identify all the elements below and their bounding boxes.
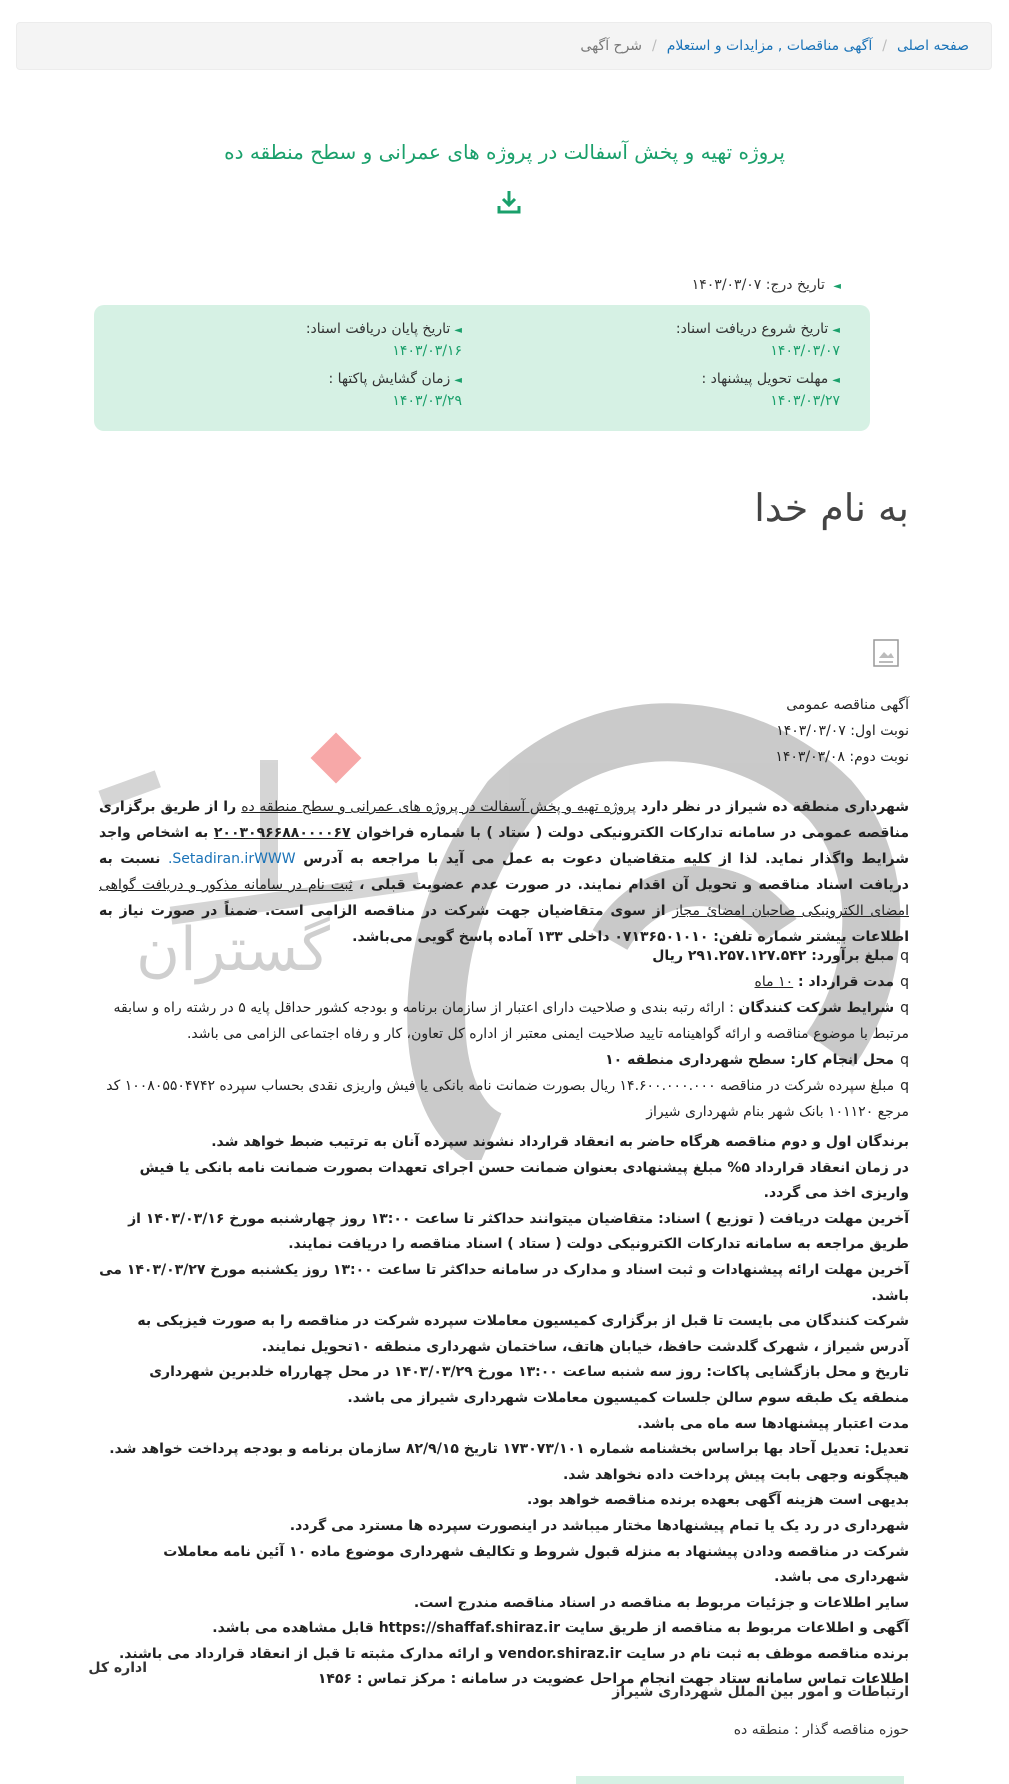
deposit: مبلغ سپرده شرکت در مناقصه ۱۴.۶۰۰.۰۰۰.۰۰۰ ریال بصورت ضمانت نامه بانکی یا فیش واریزی نقدی بحساب سپرده ۱۰۰۸۰۵۵۰۴۷۴۲ کد مرجع ۱۰۱۱۲۰ بانک شهر بنام شهرداری شیراز	[106, 1078, 909, 1120]
list-item	[99, 969, 909, 995]
para-text: نسبت به دریافت اسناد مناقصه و تحویل آن اقدام نمایند. در صورت عدم عضویت قبلی ،	[99, 851, 909, 893]
start-receive-value: ۱۴۰۳/۰۳/۰۷	[770, 343, 840, 359]
terms-line: برندگان اول و دوم مناقصه هرگاه حاضر به انعقاد قرارداد نشوند سپرده آنان به ترتیب ضبط خواهد شد.	[211, 1134, 909, 1150]
besmellah-heading: به نام خدا	[754, 486, 909, 530]
start-receive-label: تاریخ شروع دریافت اسناد:	[675, 321, 829, 337]
terms-line: آخرین مهلت دریافت ( توزیع ) اسناد: متقاضیان میتوانند حداکثر تا ساعت ۱۳:۰۰ روز چهارشنبه مورخ ۱۴۰۳/۰۳/۱۶ از طریق مراجعه به سامانه تدارکات الکترونیکی دولت ( ستاد ) اسناد مناقصه را دریافت نمایند.	[128, 1210, 909, 1253]
end-receive-date	[306, 321, 462, 359]
estimate: مبلغ برآورد: ۲۹۱.۲۵۷.۱۲۷.۵۴۲ ریال	[652, 948, 895, 964]
breadcrumb-separator: /	[652, 38, 657, 54]
opening-date	[328, 371, 462, 409]
opening-label: زمان گشایش پاکتها :	[328, 371, 451, 387]
conditions-label: شرایط شرکت کنندگان	[738, 1000, 895, 1016]
terms-line: تعدیل: تعدیل آحاد بها براساس بخشنامه شماره ۱۷۳۰۷۳/۱۰۱ تاریخ ۸۲/۹/۱۵ سازمان برنامه و بودجه پرداخت خواهد شد.	[109, 1441, 909, 1458]
tender-zone: حوزه مناقصه گذار : منطقه ده	[733, 1722, 909, 1738]
para-text: از سوی متقاضیان جهت شرکت در مناقصه الزامی است. ضمناً در صورت نیاز به اطلاعات بیشتر شماره تلفن: ۰۷۱۳۶۵۰۱۰۱۰ داخلی ۱۳۳ آماده پاسخ گویی می‌باشد.	[99, 903, 909, 945]
announcement-round2: نوبت دوم: ۱۴۰۳/۰۳/۰۸	[775, 749, 909, 765]
list-marker: q	[900, 974, 909, 990]
work-location: محل انجام کار: سطح شهرداری منطقه ۱۰	[605, 1052, 895, 1068]
dates-panel	[94, 305, 870, 431]
submit-deadline-value: ۱۴۰۳/۰۳/۲۷	[770, 393, 840, 409]
terms-line: شرکت کنندگان می بایست تا قبل از برگزاری کمیسیون معاملات سپرده شرکت در مناقصه را به صورت فیزیکی به آدرس شیراز ، شهرک گلدشت حافظ، خیابان هاتف، ساختمان شهرداری منطقه ۱۰تحویل نمایند.	[137, 1313, 909, 1355]
broken-image-icon	[872, 638, 900, 668]
list-item	[99, 943, 909, 969]
bottom-panel	[576, 1776, 904, 1784]
list-item	[99, 1073, 909, 1125]
list-item	[99, 995, 909, 1047]
terms-line: اطلاعات تماس سامانه ستاد جهت انجام مراحل عضویت در سامانه : مرکز تماس : ۱۴۵۶	[317, 1671, 909, 1688]
para-text: شهرداری منطقه ده شیراز در نظر دارد	[635, 799, 909, 815]
terms-line: برنده مناقصه موظف به ثبت نام در سایت vendor.shiraz.ir و ارائه مدارک مثبته تا قبل از انعقاد قرارداد می باشند.	[118, 1645, 909, 1662]
register-note: ثبت نام در سامانه مذکور و دریافت گواهی امضای الکترونیکی صاحبان امضائ مجاز	[99, 877, 909, 919]
list-marker: q	[900, 1078, 909, 1094]
para-text: را از طریق برگزاری مناقصه عمومی در سامانه تدارکات الکترونیکی دولت ( ستاد ) با شماره فراخوان	[99, 799, 910, 841]
date-insert-label: تاریخ درج:	[765, 277, 825, 293]
terms-line: مدت اعتبار پیشنهادها سه ماه می باشد.	[637, 1415, 909, 1432]
signature-relations: ارتباطات و امور بین الملل شهرداری شیراز	[612, 1684, 909, 1700]
date-insert-value: ۱۴۰۳/۰۳/۰۷	[691, 277, 762, 293]
download-icon[interactable]	[495, 188, 523, 216]
watermark-text: گستران	[135, 915, 330, 985]
terms-line: شرکت در مناقصه ودادن پیشنهاد به منزله قبول شروط و تکالیف شهرداری موضوع ماده ۱۰ آئین نامه معاملات شهرداری می باشد.	[163, 1543, 909, 1586]
triangle-icon: ◄	[454, 375, 462, 386]
triangle-icon: ◄	[454, 325, 462, 336]
list-marker: q	[900, 1052, 909, 1068]
conditions-text: : ارائه رتبه بندی و صلاحیت دارای اعتبار از سازمان برنامه و بودجه کشور حداقل پایه ۵ در رشته راه و سابقه مرتبط با موضوع مناقصه و ارائه گواهینامه تایید صلاحیت ایمنی معتبر از اداره کل تعاون، کار و رفاه اجتماعی الزامی می باشد.	[113, 1000, 909, 1042]
announcement-round1: نوبت اول: ۱۴۰۳/۰۳/۰۷	[776, 723, 909, 739]
breadcrumb	[16, 22, 992, 70]
tender-details-list	[99, 943, 909, 1125]
page-title: پروژه تهیه و پخش آسفالت در پروژه های عمرانی و سطح منطقه ده	[224, 140, 785, 164]
duration-label: مدت قرارداد :	[793, 974, 895, 990]
announcement-heading: آگهی مناقصه عمومی	[786, 697, 909, 713]
terms-line: هیچگونه وجهی بابت پیش پرداخت داده نخواهد شد.	[562, 1466, 909, 1483]
triangle-icon: ◄	[833, 281, 841, 292]
breadcrumb-current: شرح آگهی	[580, 38, 643, 54]
end-receive-label: تاریخ پایان دریافت اسناد:	[305, 321, 451, 337]
list-marker: q	[900, 1000, 909, 1016]
triangle-icon: ◄	[832, 375, 840, 386]
submit-deadline-label: مهلت تحویل پیشنهاد :	[701, 371, 829, 387]
triangle-icon: ◄	[832, 325, 840, 336]
list-item	[99, 1047, 909, 1073]
announcement-header	[99, 692, 909, 770]
terms-line: در زمان انعقاد قرارداد ۵% مبلغ پیشنهادی بعنوان ضمانت حسن اجرای تعهدات بصورت ضمانت نامه بانکی یا فیش واریزی اخذ می گردد.	[139, 1159, 909, 1202]
start-receive-date	[676, 321, 840, 359]
terms-line: آخرین مهلت ارائه پیشنهادات و ثبت اسناد و مدارک در سامانه حداکثر تا ساعت ۱۳:۰۰ روز یکشنبه مورخ ۱۴۰۳/۰۳/۲۷ می باشد.	[99, 1261, 909, 1304]
terms-line: شهرداری در رد یک یا تمام پیشنهادها مختار میباشد در اینصورت سپرده ها مسترد می گردد.	[289, 1517, 909, 1534]
terms-line: آگهی و اطلاعات مربوط به مناقصه از طریق سایت https://shaffaf.shiraz.ir قابل مشاهده می باشد.	[212, 1620, 909, 1637]
terms-section	[99, 1130, 909, 1693]
breadcrumb-separator: /	[882, 38, 887, 54]
opening-value: ۱۴۰۳/۰۳/۲۹	[392, 393, 462, 409]
terms-line: سایر اطلاعات و جزئیات مربوط به مناقصه در اسناد مناقصه مندرج است.	[413, 1594, 909, 1611]
date-insert	[692, 277, 841, 293]
terms-line: تاریخ و محل بازگشایی پاکات: روز سه شنبه ساعت ۱۳:۰۰ مورخ ۱۴۰۳/۰۳/۲۹ در محل چهارراه خلدبرین شهرداری منطقه یک طبقه سوم سالن جلسات کمیسیون معاملات شهرداری شیراز می باشد.	[149, 1364, 909, 1406]
signature-edare: اداره کل	[88, 1660, 147, 1676]
submit-deadline-date	[701, 371, 840, 409]
duration-value: ۱۰ ماه	[754, 974, 794, 990]
setad-link[interactable]: Setadiran.irWWW.	[167, 851, 296, 867]
breadcrumb-section-link[interactable]: آگهی مناقصات , مزایدات و استعلام	[666, 38, 873, 54]
para-text: به اشخاص واجد شرایط واگذار نماید. لذا از کلیه متقاضیان دعوت به عمل می آید با مراجعه به آدرس	[99, 825, 909, 867]
terms-line: بدیهی است هزینه آگهی بعهده برنده مناقصه خواهد بود.	[526, 1492, 909, 1509]
list-marker: q	[900, 948, 909, 964]
call-number: ۲۰۰۳۰۹۶۶۸۸۰۰۰۰۶۷	[213, 825, 351, 841]
intro-paragraph	[99, 794, 909, 950]
project-name: پروژه تهیه و پخش آسفالت در پروژه های عمرانی و سطح منطقه ده	[241, 799, 636, 815]
breadcrumb-home-link[interactable]: صفحه اصلی	[896, 38, 969, 54]
end-receive-value: ۱۴۰۳/۰۳/۱۶	[392, 343, 462, 359]
